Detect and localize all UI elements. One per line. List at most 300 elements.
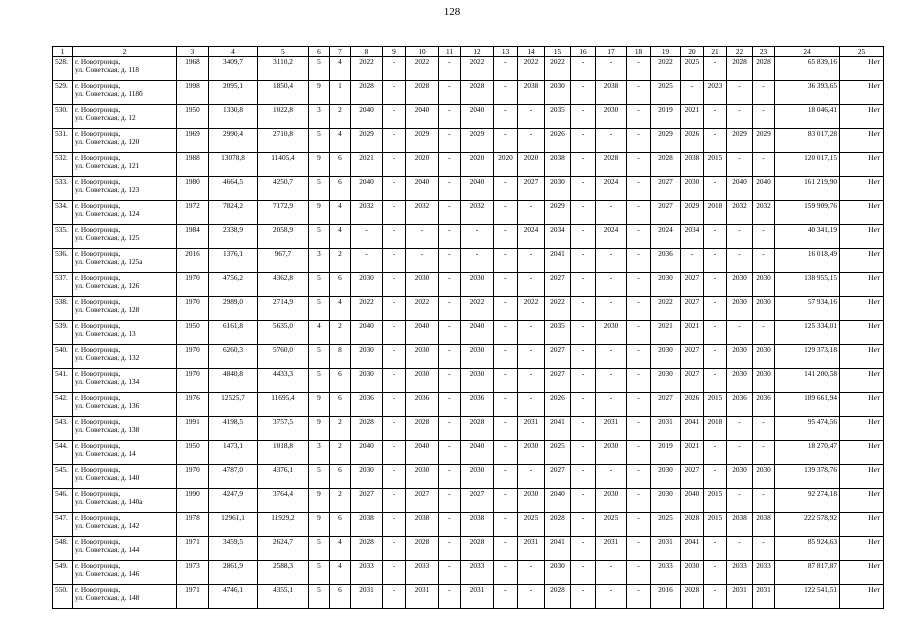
table-cell: 2021 <box>351 153 383 177</box>
address-cell <box>73 129 177 153</box>
table-cell: 2040 <box>351 321 383 345</box>
table-row <box>53 489 884 513</box>
table-cell: 2033 <box>351 561 383 585</box>
column-number: 10 <box>406 47 439 57</box>
table-cell: - <box>596 129 627 153</box>
table-cell: 1473,1 <box>209 441 258 465</box>
address-street: ул. Советская, д. 132 <box>75 353 140 362</box>
table-cell: Нет <box>840 393 884 417</box>
table-cell: - <box>704 177 727 201</box>
table-cell: 6 <box>330 465 351 489</box>
table-cell: 5 <box>309 585 330 609</box>
table-cell: 2861,9 <box>209 561 258 585</box>
column-number: 19 <box>651 47 681 57</box>
table-cell: 2025 <box>651 81 681 105</box>
table-cell: - <box>383 345 406 369</box>
table-cell: 2031 <box>351 585 383 609</box>
table-cell: 6 <box>330 177 351 201</box>
table-cell: 2030 <box>596 321 627 345</box>
table-cell: 2026 <box>545 129 571 153</box>
address-street: ул. Советская, д. 123 <box>75 185 140 194</box>
table-cell: 2027 <box>545 465 571 489</box>
table-cell: 4840,8 <box>209 369 258 393</box>
table-cell: - <box>383 105 406 129</box>
table-cell: - <box>704 297 727 321</box>
table-cell: 1971 <box>177 585 209 609</box>
table-cell: 2033 <box>406 561 439 585</box>
table-cell: - <box>439 153 461 177</box>
table-cell: 2040 <box>406 441 439 465</box>
table-row <box>53 153 884 177</box>
table-row <box>53 561 884 585</box>
table-cell: 5 <box>309 537 330 561</box>
table-cell: 2019 <box>651 441 681 465</box>
column-number: 18 <box>627 47 651 57</box>
table-cell: - <box>383 393 406 417</box>
table-cell: - <box>383 177 406 201</box>
table-cell: 4247,9 <box>209 489 258 513</box>
buildings-table <box>52 46 884 609</box>
table-cell: - <box>753 537 775 561</box>
table-cell: - <box>571 105 596 129</box>
table-cell: 5 <box>309 297 330 321</box>
column-number: 23 <box>753 47 775 57</box>
table-cell: - <box>383 585 406 609</box>
table-cell: 2040 <box>406 105 439 129</box>
table-cell: 139 378,76 <box>775 465 840 489</box>
address-cell <box>73 57 177 81</box>
address-street: ул. Советская, д. 136 <box>75 401 140 410</box>
table-cell: 2032 <box>753 201 775 225</box>
table-cell: 2030 <box>461 345 494 369</box>
table-cell: - <box>383 153 406 177</box>
table-cell: 2027 <box>681 345 704 369</box>
table-row <box>53 513 884 537</box>
table-cell: - <box>518 321 545 345</box>
table-cell: Нет <box>840 297 884 321</box>
table-cell: 1850,4 <box>258 81 309 105</box>
table-cell: - <box>494 417 518 441</box>
table-cell: 2028 <box>406 81 439 105</box>
table-cell: Нет <box>840 177 884 201</box>
table-cell: 2030 <box>596 441 627 465</box>
address-city: г. Новотроицк, <box>75 537 121 546</box>
table-cell: - <box>571 585 596 609</box>
address-city: г. Новотроицк, <box>75 57 121 66</box>
table-cell: 1971 <box>177 537 209 561</box>
address-cell <box>73 81 177 105</box>
row-number: 531. <box>53 129 73 153</box>
table-cell: - <box>439 57 461 81</box>
table-cell: - <box>596 57 627 81</box>
table-cell: 2027 <box>681 465 704 489</box>
table-cell: 2 <box>330 489 351 513</box>
table-cell: 85 924,63 <box>775 537 840 561</box>
table-cell: 2020 <box>461 153 494 177</box>
table-cell: - <box>596 369 627 393</box>
table-cell: 2031 <box>651 537 681 561</box>
table-cell: 3110,2 <box>258 57 309 81</box>
table-cell: 4250,7 <box>258 177 309 201</box>
table-cell: 2024 <box>596 177 627 201</box>
table-cell: 189 661,94 <box>775 393 840 417</box>
table-cell: Нет <box>840 225 884 249</box>
table-cell: 2030 <box>545 177 571 201</box>
table-cell: 2041 <box>545 249 571 273</box>
address-street: ул. Советская, д. 12 <box>75 113 136 122</box>
table-cell: 967,7 <box>258 249 309 273</box>
table-cell: - <box>596 585 627 609</box>
table-cell: 2041 <box>681 537 704 561</box>
table-cell: 2022 <box>351 57 383 81</box>
table-cell: - <box>753 225 775 249</box>
address-street: ул. Советская, д. 140 <box>75 473 140 482</box>
table-cell: - <box>627 513 651 537</box>
table-cell: 1950 <box>177 441 209 465</box>
table-cell: Нет <box>840 561 884 585</box>
column-number: 20 <box>681 47 704 57</box>
table-cell: 1972 <box>177 201 209 225</box>
address-cell <box>73 417 177 441</box>
address-city: г. Новотроицк, <box>75 561 121 570</box>
table-cell: 2030 <box>461 273 494 297</box>
table-row <box>53 465 884 489</box>
table-cell: 4746,1 <box>209 585 258 609</box>
table-cell: 2022 <box>651 297 681 321</box>
table-cell: - <box>518 249 545 273</box>
table-cell: 2022 <box>406 297 439 321</box>
address-city: г. Новотроицк, <box>75 393 121 402</box>
address-cell <box>73 489 177 513</box>
table-cell: 11695,4 <box>258 393 309 417</box>
table-cell: 2030 <box>351 369 383 393</box>
table-cell: 2095,1 <box>209 81 258 105</box>
table-cell: - <box>727 105 753 129</box>
table-cell: - <box>571 321 596 345</box>
address-street: ул. Советская, д. 128 <box>75 305 140 314</box>
table-cell: 5 <box>309 345 330 369</box>
table-cell: - <box>383 273 406 297</box>
table-cell: 2030 <box>461 465 494 489</box>
table-cell: 2989,0 <box>209 297 258 321</box>
table-cell: - <box>439 441 461 465</box>
table-cell: 4433,3 <box>258 369 309 393</box>
address-street: ул. Советская, д. 121 <box>75 161 140 170</box>
table-cell: 2036 <box>651 249 681 273</box>
table-cell: - <box>383 201 406 225</box>
address-cell <box>73 177 177 201</box>
table-cell: - <box>439 513 461 537</box>
table-cell: 2038 <box>681 153 704 177</box>
table-cell: Нет <box>840 201 884 225</box>
table-cell: 1984 <box>177 225 209 249</box>
table-cell: 1991 <box>177 417 209 441</box>
table-cell: 1970 <box>177 345 209 369</box>
table-cell: 2038 <box>351 513 383 537</box>
address-city: г. Новотроицк, <box>75 465 121 474</box>
table-cell: - <box>596 273 627 297</box>
table-cell: 2058,9 <box>258 225 309 249</box>
column-number: 8 <box>351 47 383 57</box>
address-street: ул. Советская, д. 126 <box>75 281 140 290</box>
table-cell: 1968 <box>177 57 209 81</box>
table-cell: Нет <box>840 105 884 129</box>
table-cell: 2022 <box>651 57 681 81</box>
table-cell: 2034 <box>681 225 704 249</box>
table-cell: 4355,1 <box>258 585 309 609</box>
table-cell: 2023 <box>704 81 727 105</box>
table-cell: - <box>627 561 651 585</box>
table-cell: - <box>704 225 727 249</box>
table-cell: 5 <box>309 225 330 249</box>
table-row <box>53 417 884 441</box>
table-cell: 2031 <box>727 585 753 609</box>
table-cell: - <box>753 105 775 129</box>
table-cell: 2032 <box>406 201 439 225</box>
table-row <box>53 537 884 561</box>
table-cell: 6260,3 <box>209 345 258 369</box>
table-cell: - <box>571 177 596 201</box>
table-row <box>53 249 884 273</box>
row-number: 539. <box>53 321 73 345</box>
table-cell: 2030 <box>727 465 753 489</box>
table-cell: - <box>704 369 727 393</box>
table-cell: 2029 <box>351 129 383 153</box>
table-cell: 159 909,76 <box>775 201 840 225</box>
table-cell: - <box>383 513 406 537</box>
table-cell: - <box>383 489 406 513</box>
table-cell: - <box>727 249 753 273</box>
table-cell: 5 <box>309 561 330 585</box>
table-cell: 1022,8 <box>258 105 309 129</box>
table-cell: 222 578,92 <box>775 513 840 537</box>
table-cell: 2030 <box>727 273 753 297</box>
table-cell: 2024 <box>651 225 681 249</box>
table-cell: 3 <box>309 105 330 129</box>
table-cell: - <box>494 201 518 225</box>
table-cell: 2025 <box>596 513 627 537</box>
address-city: г. Новотроицк, <box>75 81 121 90</box>
table-cell: 2020 <box>406 153 439 177</box>
table-cell: 2029 <box>727 129 753 153</box>
table-cell: - <box>494 441 518 465</box>
table-cell: - <box>518 465 545 489</box>
row-number: 533. <box>53 177 73 201</box>
table-cell: - <box>704 273 727 297</box>
table-cell: 92 274,18 <box>775 489 840 513</box>
row-number: 538. <box>53 297 73 321</box>
table-cell: 2022 <box>406 57 439 81</box>
table-cell: 2029 <box>753 129 775 153</box>
column-number: 2 <box>73 47 177 57</box>
table-cell: - <box>627 249 651 273</box>
table-cell: - <box>571 441 596 465</box>
table-cell: - <box>596 465 627 489</box>
table-cell: 2030 <box>753 369 775 393</box>
table-cell: - <box>704 561 727 585</box>
table-cell: 2030 <box>406 369 439 393</box>
table-cell: - <box>727 321 753 345</box>
table-cell: 6 <box>330 585 351 609</box>
table-cell: 5635,0 <box>258 321 309 345</box>
table-cell: 2030 <box>518 489 545 513</box>
table-row <box>53 177 884 201</box>
table-row <box>53 273 884 297</box>
table-cell: 11405,4 <box>258 153 309 177</box>
table-cell: - <box>753 441 775 465</box>
table-cell: 65 839,16 <box>775 57 840 81</box>
table-row <box>53 297 884 321</box>
table-cell: - <box>704 57 727 81</box>
table-cell: - <box>571 297 596 321</box>
table-cell: - <box>571 513 596 537</box>
table-cell: - <box>439 369 461 393</box>
table-cell: - <box>383 369 406 393</box>
address-street: ул. Советская, д. 118 <box>75 65 140 74</box>
table-cell: 2027 <box>545 345 571 369</box>
address-cell <box>73 465 177 489</box>
table-cell: 1970 <box>177 273 209 297</box>
table-cell: 2020 <box>494 153 518 177</box>
table-cell: 2032 <box>461 201 494 225</box>
table-cell: 2028 <box>596 153 627 177</box>
table-cell: 2020 <box>518 153 545 177</box>
table-cell: 2338,9 <box>209 225 258 249</box>
address-street: ул. Советская, д. 138 <box>75 425 140 434</box>
table-cell: - <box>439 345 461 369</box>
table-cell: 36 393,65 <box>775 81 840 105</box>
table-cell: 120 017,15 <box>775 153 840 177</box>
table-cell: 2028 <box>753 57 775 81</box>
table-cell: 2029 <box>406 129 439 153</box>
table-cell: 2041 <box>681 417 704 441</box>
table-cell: - <box>494 321 518 345</box>
table-cell: - <box>439 129 461 153</box>
table-cell: - <box>627 105 651 129</box>
table-cell: Нет <box>840 417 884 441</box>
table-cell: 1988 <box>177 153 209 177</box>
table-cell: - <box>571 249 596 273</box>
table-cell: - <box>439 201 461 225</box>
table-row <box>53 225 884 249</box>
column-number-row <box>53 47 884 57</box>
table-cell: 16 018,49 <box>775 249 840 273</box>
table-cell: 9 <box>309 153 330 177</box>
table-cell: 2030 <box>406 465 439 489</box>
table-cell: Нет <box>840 585 884 609</box>
row-number: 550. <box>53 585 73 609</box>
table-cell: - <box>494 81 518 105</box>
table-cell: 4 <box>330 537 351 561</box>
table-cell: - <box>753 489 775 513</box>
table-cell: 2041 <box>545 417 571 441</box>
table-cell: 2015 <box>704 513 727 537</box>
table-cell: 4 <box>330 561 351 585</box>
row-number: 547. <box>53 513 73 537</box>
table-cell: - <box>518 585 545 609</box>
table-cell: 2710,8 <box>258 129 309 153</box>
table-cell: 9 <box>309 81 330 105</box>
table-cell: 2029 <box>681 201 704 225</box>
table-cell: - <box>753 417 775 441</box>
table-cell: 2040 <box>681 489 704 513</box>
table-cell: - <box>596 249 627 273</box>
table-cell: 2027 <box>545 369 571 393</box>
row-number: 535. <box>53 225 73 249</box>
table-cell: - <box>494 57 518 81</box>
table-cell: 2025 <box>681 57 704 81</box>
table-cell: 2036 <box>351 393 383 417</box>
column-number: 14 <box>518 47 545 57</box>
table-cell: 4198,5 <box>209 417 258 441</box>
address-cell <box>73 561 177 585</box>
table-cell: - <box>571 81 596 105</box>
table-cell: 2030 <box>406 345 439 369</box>
table-cell: 3409,7 <box>209 57 258 81</box>
table-cell: 4756,2 <box>209 273 258 297</box>
table-cell: 2030 <box>461 369 494 393</box>
table-cell: 2027 <box>545 273 571 297</box>
address-city: г. Новотроицк, <box>75 177 121 186</box>
column-number: 9 <box>383 47 406 57</box>
table-cell: - <box>681 249 704 273</box>
table-cell: 2035 <box>545 105 571 129</box>
table-cell: 2040 <box>461 105 494 129</box>
table-cell: 2028 <box>545 585 571 609</box>
table-cell: Нет <box>840 441 884 465</box>
address-cell <box>73 369 177 393</box>
table-cell: 2030 <box>651 465 681 489</box>
table-cell: - <box>383 417 406 441</box>
table-cell: - <box>727 489 753 513</box>
address-city: г. Новотроицк, <box>75 297 121 306</box>
table-cell: 1018,8 <box>258 441 309 465</box>
table-cell: 2028 <box>351 417 383 441</box>
table-cell: - <box>753 153 775 177</box>
column-number: 11 <box>439 47 461 57</box>
table-cell: 13078,8 <box>209 153 258 177</box>
table-cell: 2022 <box>461 57 494 81</box>
table-cell: 6 <box>330 153 351 177</box>
table-cell: 2015 <box>704 153 727 177</box>
table-cell: 2990,4 <box>209 129 258 153</box>
table-row <box>53 57 884 81</box>
table-cell: 1969 <box>177 129 209 153</box>
table-cell: - <box>494 561 518 585</box>
address-street: ул. Советская, д. 14 <box>75 449 136 458</box>
table-cell: 2027 <box>651 201 681 225</box>
table-cell: - <box>704 345 727 369</box>
row-number: 530. <box>53 105 73 129</box>
table-cell: - <box>518 273 545 297</box>
table-cell: - <box>383 441 406 465</box>
table-cell: - <box>681 81 704 105</box>
table-cell: - <box>627 57 651 81</box>
row-number: 546. <box>53 489 73 513</box>
table-cell: 2027 <box>651 177 681 201</box>
table-cell: - <box>627 417 651 441</box>
table-cell: 2033 <box>651 561 681 585</box>
table-cell: - <box>439 489 461 513</box>
address-city: г. Новотроицк, <box>75 201 121 210</box>
column-number: 22 <box>727 47 753 57</box>
table-cell: 2030 <box>351 345 383 369</box>
table-cell: - <box>494 393 518 417</box>
table-cell: 2030 <box>651 369 681 393</box>
table-cell: - <box>704 465 727 489</box>
table-cell: 1970 <box>177 465 209 489</box>
table-cell: 2015 <box>704 393 727 417</box>
